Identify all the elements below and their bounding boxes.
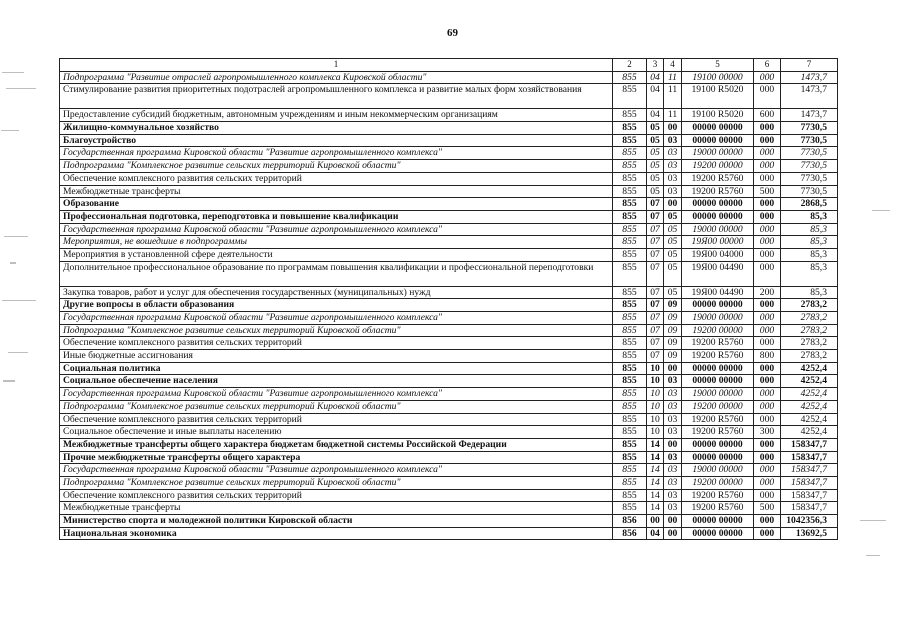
table-row: [60, 160, 838, 173]
grbs-code-cell: 855: [613, 400, 647, 413]
subsection-code-cell: 03: [664, 134, 682, 147]
expense-type-cell: 000: [754, 122, 781, 135]
row-name-cell: Государственная программа Кировской области "Развитие агропромышленного комплекса": [60, 223, 613, 236]
section-code-cell: 04: [647, 527, 664, 540]
amount-cell: 85,3: [781, 210, 838, 223]
expense-type-cell: 000: [754, 248, 781, 261]
subsection-code-cell: 03: [664, 400, 682, 413]
section-code-cell: 10: [647, 375, 664, 388]
target-article-cell: 19200 00000: [682, 476, 754, 489]
subsection-code-cell: 03: [664, 185, 682, 198]
section-code-cell: 04: [647, 71, 664, 84]
amount-cell: 4252,4: [781, 413, 838, 426]
grbs-code-cell: 855: [613, 147, 647, 160]
amount-cell: 2783,2: [781, 324, 838, 337]
expense-type-cell: 600: [754, 109, 781, 122]
table-row: [60, 451, 838, 464]
grbs-code-cell: 855: [613, 84, 647, 109]
row-name-cell: Министерство спорта и молодежной политики Кировской области: [60, 515, 613, 528]
expense-type-cell: 000: [754, 362, 781, 375]
table-header-row: [60, 59, 838, 72]
grbs-code-cell: 855: [613, 489, 647, 502]
section-code-cell: 14: [647, 451, 664, 464]
row-name-cell: Социальное обеспечение и иные выплаты населению: [60, 426, 613, 439]
column-header: 4: [664, 59, 682, 72]
section-code-cell: 10: [647, 362, 664, 375]
table-row: [60, 147, 838, 160]
row-name-cell: Дополнительное профессиональное образование по программам повышения квалификации и профессиональной переподготовки: [60, 261, 613, 286]
table-row: [60, 223, 838, 236]
table-row: [60, 489, 838, 502]
amount-cell: 2783,2: [781, 299, 838, 312]
amount-cell: 158347,7: [781, 502, 838, 515]
expense-type-cell: 000: [754, 413, 781, 426]
subsection-code-cell: 03: [664, 375, 682, 388]
expense-type-cell: 000: [754, 236, 781, 249]
row-name-cell: Мероприятия, не вошедшие в подпрограммы: [60, 236, 613, 249]
grbs-code-cell: 855: [613, 350, 647, 363]
target-article-cell: 19000 00000: [682, 312, 754, 325]
grbs-code-cell: 855: [613, 261, 647, 286]
target-article-cell: 19200 00000: [682, 324, 754, 337]
row-name-cell: Государственная программа Кировской области "Развитие агропромышленного комплекса": [60, 464, 613, 477]
target-article-cell: 00000 00000: [682, 362, 754, 375]
subsection-code-cell: 03: [664, 160, 682, 173]
grbs-code-cell: 855: [613, 337, 647, 350]
target-article-cell: 19Я00 04490: [682, 261, 754, 286]
subsection-code-cell: 03: [664, 451, 682, 464]
table-row: [60, 122, 838, 135]
subsection-code-cell: 00: [664, 198, 682, 211]
table-row: [60, 400, 838, 413]
subsection-code-cell: 05: [664, 286, 682, 299]
amount-cell: 2783,2: [781, 337, 838, 350]
amount-cell: 4252,4: [781, 426, 838, 439]
grbs-code-cell: 855: [613, 71, 647, 84]
table-row: [60, 286, 838, 299]
amount-cell: 7730,5: [781, 172, 838, 185]
subsection-code-cell: 09: [664, 312, 682, 325]
table-row: [60, 324, 838, 337]
section-code-cell: 00: [647, 515, 664, 528]
subsection-code-cell: 03: [664, 147, 682, 160]
row-name-cell: Прочие межбюджетные трансферты общего характера: [60, 451, 613, 464]
amount-cell: 85,3: [781, 286, 838, 299]
grbs-code-cell: 855: [613, 172, 647, 185]
expense-type-cell: 000: [754, 489, 781, 502]
expense-type-cell: 000: [754, 312, 781, 325]
table-row: [60, 71, 838, 84]
target-article-cell: 00000 00000: [682, 451, 754, 464]
row-name-cell: Предоставление субсидий бюджетным, автономным учреждениям и иным некоммерческим организациям: [60, 109, 613, 122]
table-row: [60, 109, 838, 122]
grbs-code-cell: 856: [613, 515, 647, 528]
budget-table: [59, 58, 838, 540]
section-code-cell: 05: [647, 122, 664, 135]
target-article-cell: 19200 R5760: [682, 350, 754, 363]
amount-cell: 1042356,3: [781, 515, 838, 528]
subsection-code-cell: 11: [664, 84, 682, 109]
amount-cell: 2868,5: [781, 198, 838, 211]
subsection-code-cell: 09: [664, 324, 682, 337]
grbs-code-cell: 855: [613, 286, 647, 299]
amount-cell: 1473,7: [781, 109, 838, 122]
subsection-code-cell: 09: [664, 299, 682, 312]
amount-cell: 158347,7: [781, 451, 838, 464]
target-article-cell: 00000 00000: [682, 122, 754, 135]
row-name-cell: Мероприятия в установленной сфере деятельности: [60, 248, 613, 261]
column-header: 2: [613, 59, 647, 72]
row-name-cell: Иные бюджетные ассигнования: [60, 350, 613, 363]
expense-type-cell: 000: [754, 324, 781, 337]
expense-type-cell: 000: [754, 515, 781, 528]
section-code-cell: 10: [647, 426, 664, 439]
amount-cell: 7730,5: [781, 160, 838, 173]
target-article-cell: 19200 00000: [682, 160, 754, 173]
amount-cell: 2783,2: [781, 350, 838, 363]
row-name-cell: Жилищно-коммунальное хозяйство: [60, 122, 613, 135]
amount-cell: 158347,7: [781, 464, 838, 477]
table-row: [60, 527, 838, 540]
subsection-code-cell: 03: [664, 476, 682, 489]
expense-type-cell: 800: [754, 350, 781, 363]
grbs-code-cell: 855: [613, 451, 647, 464]
table-row: [60, 362, 838, 375]
expense-type-cell: 000: [754, 71, 781, 84]
grbs-code-cell: 855: [613, 312, 647, 325]
section-code-cell: 10: [647, 413, 664, 426]
expense-type-cell: 000: [754, 451, 781, 464]
table-row: [60, 312, 838, 325]
target-article-cell: 19000 00000: [682, 147, 754, 160]
target-article-cell: 19200 R5760: [682, 502, 754, 515]
table-row: [60, 185, 838, 198]
amount-cell: 85,3: [781, 261, 838, 286]
section-code-cell: 14: [647, 489, 664, 502]
row-name-cell: Межбюджетные трансферты общего характера бюджетам бюджетной системы Российской Федерации: [60, 438, 613, 451]
table-row: [60, 502, 838, 515]
section-code-cell: 14: [647, 502, 664, 515]
subsection-code-cell: 05: [664, 210, 682, 223]
target-article-cell: 00000 00000: [682, 527, 754, 540]
table-row: [60, 261, 838, 286]
target-article-cell: 19Я00 04000: [682, 248, 754, 261]
section-code-cell: 07: [647, 337, 664, 350]
grbs-code-cell: 855: [613, 134, 647, 147]
target-article-cell: 19200 00000: [682, 400, 754, 413]
grbs-code-cell: 855: [613, 109, 647, 122]
expense-type-cell: 000: [754, 299, 781, 312]
section-code-cell: 05: [647, 160, 664, 173]
target-article-cell: 19100 00000: [682, 71, 754, 84]
table-row: [60, 172, 838, 185]
section-code-cell: 07: [647, 350, 664, 363]
target-article-cell: 19200 R5760: [682, 172, 754, 185]
target-article-cell: 19200 R5760: [682, 185, 754, 198]
section-code-cell: 10: [647, 388, 664, 401]
amount-cell: 158347,7: [781, 489, 838, 502]
column-header: 1: [60, 59, 613, 72]
row-name-cell: Обеспечение комплексного развития сельских территорий: [60, 172, 613, 185]
subsection-code-cell: 09: [664, 337, 682, 350]
target-article-cell: 00000 00000: [682, 515, 754, 528]
section-code-cell: 04: [647, 84, 664, 109]
expense-type-cell: 000: [754, 261, 781, 286]
section-code-cell: 07: [647, 299, 664, 312]
expense-type-cell: 000: [754, 388, 781, 401]
amount-cell: 158347,7: [781, 438, 838, 451]
amount-cell: 4252,4: [781, 375, 838, 388]
expense-type-cell: 000: [754, 464, 781, 477]
grbs-code-cell: 855: [613, 210, 647, 223]
section-code-cell: 14: [647, 464, 664, 477]
target-article-cell: 00000 00000: [682, 210, 754, 223]
expense-type-cell: 500: [754, 185, 781, 198]
target-article-cell: 19Я00 04490: [682, 286, 754, 299]
target-article-cell: 19000 00000: [682, 388, 754, 401]
expense-type-cell: 000: [754, 223, 781, 236]
amount-cell: 7730,5: [781, 122, 838, 135]
table-row: [60, 350, 838, 363]
expense-type-cell: 000: [754, 172, 781, 185]
grbs-code-cell: 856: [613, 527, 647, 540]
target-article-cell: 19000 00000: [682, 464, 754, 477]
row-name-cell: Социальная политика: [60, 362, 613, 375]
column-header: 6: [754, 59, 781, 72]
grbs-code-cell: 855: [613, 476, 647, 489]
row-name-cell: Межбюджетные трансферты: [60, 502, 613, 515]
section-code-cell: 07: [647, 286, 664, 299]
target-article-cell: 00000 00000: [682, 134, 754, 147]
column-header: 7: [781, 59, 838, 72]
amount-cell: 1473,7: [781, 71, 838, 84]
table-row: [60, 515, 838, 528]
column-header: 5: [682, 59, 754, 72]
grbs-code-cell: 855: [613, 223, 647, 236]
row-name-cell: Государственная программа Кировской области "Развитие агропромышленного комплекса": [60, 312, 613, 325]
table-row: [60, 248, 838, 261]
target-article-cell: 19000 00000: [682, 223, 754, 236]
row-name-cell: Подпрограмма "Комплексное развитие сельских территорий Кировской области": [60, 400, 613, 413]
table-row: [60, 438, 838, 451]
expense-type-cell: 000: [754, 198, 781, 211]
amount-cell: 4252,4: [781, 388, 838, 401]
amount-cell: 85,3: [781, 223, 838, 236]
expense-type-cell: 000: [754, 84, 781, 109]
target-article-cell: 19200 R5760: [682, 426, 754, 439]
section-code-cell: 10: [647, 400, 664, 413]
row-name-cell: Государственная программа Кировской области "Развитие агропромышленного комплекса": [60, 388, 613, 401]
table-row: [60, 198, 838, 211]
row-name-cell: Образование: [60, 198, 613, 211]
subsection-code-cell: 00: [664, 438, 682, 451]
section-code-cell: 05: [647, 147, 664, 160]
expense-type-cell: 000: [754, 476, 781, 489]
grbs-code-cell: 855: [613, 388, 647, 401]
expense-type-cell: 000: [754, 160, 781, 173]
expense-type-cell: 500: [754, 502, 781, 515]
subsection-code-cell: 00: [664, 527, 682, 540]
target-article-cell: 19200 R5760: [682, 337, 754, 350]
row-name-cell: Благоустройство: [60, 134, 613, 147]
grbs-code-cell: 855: [613, 248, 647, 261]
grbs-code-cell: 855: [613, 426, 647, 439]
subsection-code-cell: 05: [664, 236, 682, 249]
target-article-cell: 19Я00 00000: [682, 236, 754, 249]
subsection-code-cell: 03: [664, 172, 682, 185]
amount-cell: 1473,7: [781, 84, 838, 109]
section-code-cell: 07: [647, 198, 664, 211]
expense-type-cell: 000: [754, 337, 781, 350]
subsection-code-cell: 03: [664, 502, 682, 515]
row-name-cell: Стимулирование развития приоритетных подотраслей агропромышленного комплекса и развитие малых форм хозяйствования: [60, 84, 613, 109]
row-name-cell: Социальное обеспечение населения: [60, 375, 613, 388]
amount-cell: 158347,7: [781, 476, 838, 489]
amount-cell: 4252,4: [781, 400, 838, 413]
grbs-code-cell: 855: [613, 324, 647, 337]
column-header: 3: [647, 59, 664, 72]
grbs-code-cell: 855: [613, 464, 647, 477]
target-article-cell: 19200 R5760: [682, 489, 754, 502]
grbs-code-cell: 855: [613, 160, 647, 173]
grbs-code-cell: 855: [613, 122, 647, 135]
section-code-cell: 05: [647, 185, 664, 198]
grbs-code-cell: 855: [613, 198, 647, 211]
expense-type-cell: 000: [754, 400, 781, 413]
row-name-cell: Обеспечение комплексного развития сельских территорий: [60, 337, 613, 350]
table-row: [60, 134, 838, 147]
section-code-cell: 04: [647, 109, 664, 122]
subsection-code-cell: 03: [664, 388, 682, 401]
row-name-cell: Обеспечение комплексного развития сельских территорий: [60, 413, 613, 426]
grbs-code-cell: 855: [613, 299, 647, 312]
subsection-code-cell: 05: [664, 248, 682, 261]
table-row: [60, 413, 838, 426]
section-code-cell: 14: [647, 476, 664, 489]
subsection-code-cell: 05: [664, 223, 682, 236]
expense-type-cell: 000: [754, 527, 781, 540]
table-row: [60, 426, 838, 439]
expense-type-cell: 000: [754, 438, 781, 451]
row-name-cell: Профессиональная подготовка, переподготовка и повышение квалификации: [60, 210, 613, 223]
table-row: [60, 375, 838, 388]
row-name-cell: Закупка товаров, работ и услуг для обеспечения государственных (муниципальных) нужд: [60, 286, 613, 299]
amount-cell: 7730,5: [781, 134, 838, 147]
expense-type-cell: 000: [754, 134, 781, 147]
target-article-cell: 00000 00000: [682, 375, 754, 388]
row-name-cell: Государственная программа Кировской области "Развитие агропромышленного комплекса": [60, 147, 613, 160]
table-row: [60, 388, 838, 401]
grbs-code-cell: 855: [613, 413, 647, 426]
row-name-cell: Межбюджетные трансферты: [60, 185, 613, 198]
row-name-cell: Подпрограмма "Комплексное развитие сельских территорий Кировской области": [60, 324, 613, 337]
amount-cell: 4252,4: [781, 362, 838, 375]
expense-type-cell: 000: [754, 210, 781, 223]
amount-cell: 85,3: [781, 236, 838, 249]
subsection-code-cell: 00: [664, 122, 682, 135]
page-number: 69: [447, 27, 458, 39]
expense-type-cell: 200: [754, 286, 781, 299]
amount-cell: 2783,2: [781, 312, 838, 325]
table-row: [60, 299, 838, 312]
row-name-cell: Подпрограмма "Комплексное развитие сельских территорий Кировской области": [60, 476, 613, 489]
subsection-code-cell: 03: [664, 464, 682, 477]
grbs-code-cell: 855: [613, 362, 647, 375]
subsection-code-cell: 09: [664, 350, 682, 363]
section-code-cell: 07: [647, 261, 664, 286]
amount-cell: 13692,5: [781, 527, 838, 540]
subsection-code-cell: 00: [664, 362, 682, 375]
target-article-cell: 19200 R5760: [682, 413, 754, 426]
amount-cell: 7730,5: [781, 185, 838, 198]
amount-cell: 85,3: [781, 248, 838, 261]
section-code-cell: 07: [647, 236, 664, 249]
table-row: [60, 464, 838, 477]
table-row: [60, 210, 838, 223]
target-article-cell: 00000 00000: [682, 198, 754, 211]
grbs-code-cell: 855: [613, 185, 647, 198]
subsection-code-cell: 11: [664, 109, 682, 122]
amount-cell: 7730,5: [781, 147, 838, 160]
row-name-cell: Подпрограмма "Развитие отраслей агропромышленного комплекса Кировской области": [60, 71, 613, 84]
grbs-code-cell: 855: [613, 375, 647, 388]
section-code-cell: 07: [647, 210, 664, 223]
section-code-cell: 07: [647, 248, 664, 261]
row-name-cell: Национальная экономика: [60, 527, 613, 540]
target-article-cell: 00000 00000: [682, 299, 754, 312]
table-row: [60, 337, 838, 350]
section-code-cell: 07: [647, 223, 664, 236]
target-article-cell: 00000 00000: [682, 438, 754, 451]
table-row: [60, 476, 838, 489]
expense-type-cell: 300: [754, 426, 781, 439]
target-article-cell: 19100 R5020: [682, 84, 754, 109]
section-code-cell: 07: [647, 324, 664, 337]
row-name-cell: Обеспечение комплексного развития сельских территорий: [60, 489, 613, 502]
section-code-cell: 07: [647, 312, 664, 325]
target-article-cell: 19100 R5020: [682, 109, 754, 122]
grbs-code-cell: 855: [613, 502, 647, 515]
table-row: [60, 84, 838, 109]
grbs-code-cell: 855: [613, 236, 647, 249]
subsection-code-cell: 11: [664, 71, 682, 84]
subsection-code-cell: 03: [664, 489, 682, 502]
section-code-cell: 05: [647, 172, 664, 185]
section-code-cell: 05: [647, 134, 664, 147]
table-row: [60, 236, 838, 249]
subsection-code-cell: 05: [664, 261, 682, 286]
subsection-code-cell: 00: [664, 515, 682, 528]
expense-type-cell: 000: [754, 375, 781, 388]
grbs-code-cell: 855: [613, 438, 647, 451]
row-name-cell: Подпрограмма "Комплексное развитие сельских территорий Кировской области": [60, 160, 613, 173]
expense-type-cell: 000: [754, 147, 781, 160]
subsection-code-cell: 03: [664, 413, 682, 426]
row-name-cell: Другие вопросы в области образования: [60, 299, 613, 312]
subsection-code-cell: 03: [664, 426, 682, 439]
section-code-cell: 14: [647, 438, 664, 451]
